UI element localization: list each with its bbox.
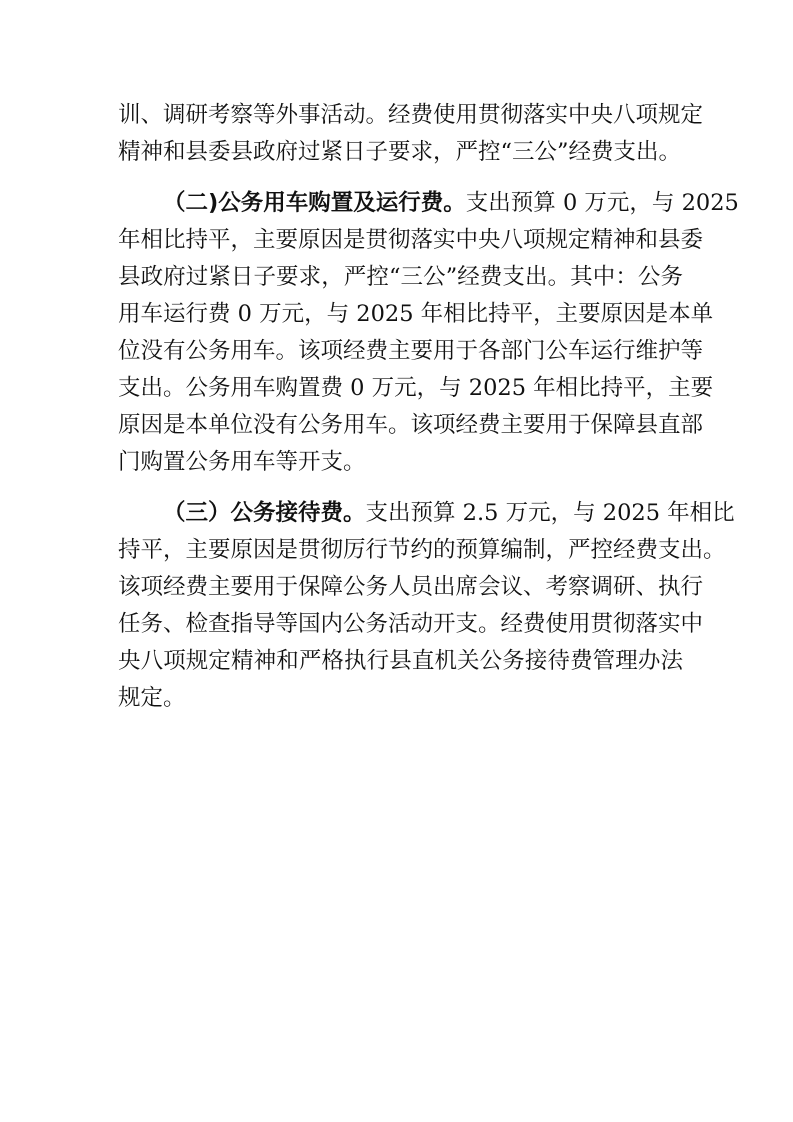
text-line: 位没有公务用车。该项经费主要用于各部门公车运行维护等 <box>118 338 704 364</box>
text-line: 规定。 <box>118 685 186 711</box>
text-line: 县政府过紧日子要求，严控“三公”经费支出。其中：公务 <box>118 264 683 290</box>
text-line: 用车运行费 0 万元，与 2025 年相比持平，主要原因是本单 <box>118 301 714 327</box>
paragraph-gap <box>118 171 683 185</box>
text-line: 年相比持平，主要原因是贯彻落实中央八项规定精神和县委 <box>118 227 704 253</box>
section-heading-reception: （三）公务接待费。 <box>163 500 366 526</box>
text-line: 精神和县委县政府过紧日子要求，严控“三公”经费支出。 <box>118 139 682 165</box>
document-body <box>118 97 739 717</box>
text-line: 持平，主要原因是贯彻厉行节约的预算编制，严控经费支出。 <box>118 537 726 563</box>
paragraph-foreign-affairs-continuation <box>118 97 704 171</box>
text-line: 该项经费主要用于保障公务人员出席会议、考察调研、执行 <box>118 574 704 600</box>
text-line: 原因是本单位没有公务用车。该项经费主要用于保障县直部 <box>118 412 704 438</box>
text-line: 任务、检查指导等国内公务活动开支。经费使用贯彻落实中 <box>118 611 704 637</box>
paragraph-gap <box>118 481 683 495</box>
text-line: 支出。公务用车购置费 0 万元，与 2025 年相比持平，主要 <box>118 375 714 401</box>
text-run: 支出预算 0 万元，与 2025 <box>465 190 739 216</box>
text-run: 支出预算 2.5 万元，与 2025 年相比 <box>365 500 735 526</box>
text-line: 央八项规定精神和严格执行县直机关公务接待费管理办法 <box>118 648 683 674</box>
paragraph-reception-expenses <box>118 495 735 717</box>
text-line: 门购置公务用车等开支。 <box>118 449 366 475</box>
paragraph-vehicle-expenses <box>118 185 739 481</box>
text-line: 训、调研考察等外事活动。经费使用贯彻落实中央八项规定 <box>118 102 704 128</box>
text-line <box>118 495 735 532</box>
text-line <box>118 185 739 222</box>
section-heading-vehicle: （二)公务用车购置及运行费。 <box>163 190 466 216</box>
